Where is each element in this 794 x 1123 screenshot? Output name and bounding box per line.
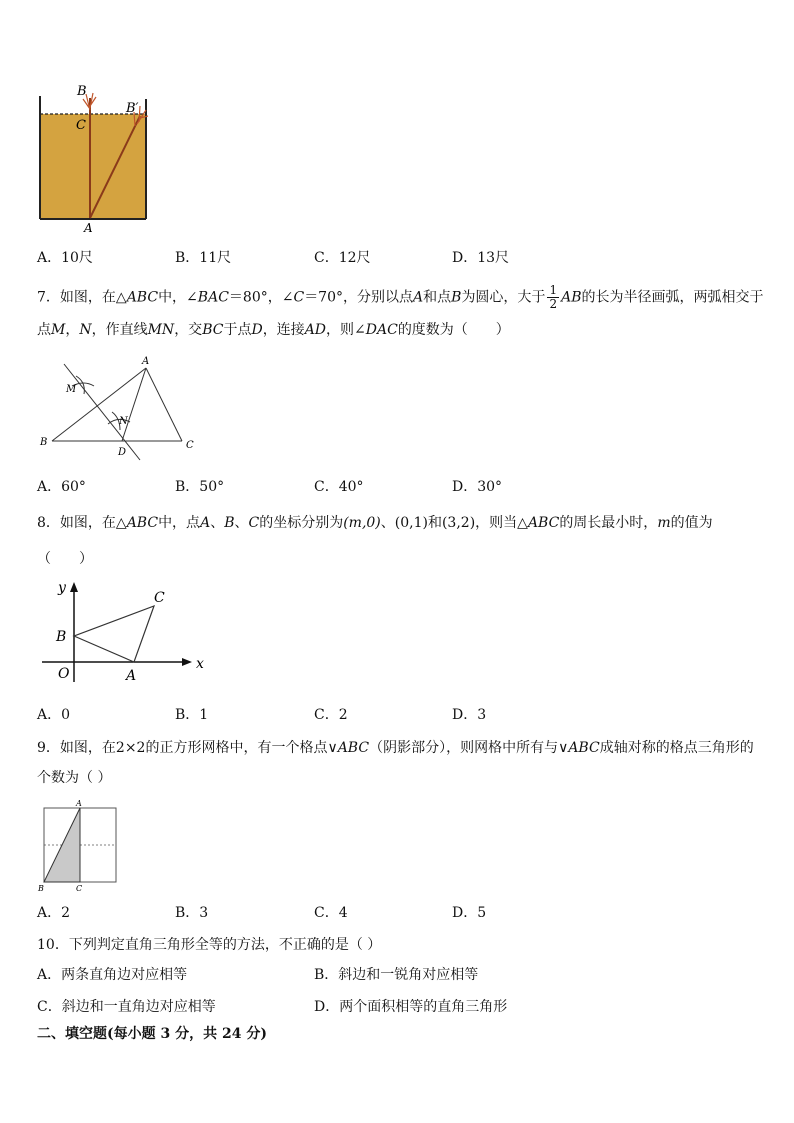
fig8-label-c: C xyxy=(154,590,165,606)
x-axis-arrow-icon xyxy=(182,658,192,666)
coordinate-triangle-figure xyxy=(38,574,213,686)
q6-option-b[interactable]: B．11尺 xyxy=(175,250,232,266)
half-fraction: $\frac{1}{2}$ xyxy=(549,283,558,311)
q7-option-c[interactable]: C．40° xyxy=(314,479,364,495)
q7-text-line1: 7．如图，在△ABC中，∠BAC＝80°，∠C＝70°，分别以点A和点B为圆心，大于 $\frac{1}{2}$ AB的长为半径画弧，两弧相交于 xyxy=(37,283,764,311)
segment-ac xyxy=(146,368,182,441)
fig7-label-b: B xyxy=(40,437,48,448)
q7-option-b[interactable]: B．50° xyxy=(175,479,225,495)
triangle-abc xyxy=(74,606,154,662)
q7-text-line2: 点M，N，作直线MN，交BC于点D，连接AD，则∠DAC的度数为（ ） xyxy=(37,322,510,338)
section-fill-in-heading: 二、填空题(每小题 3 分，共 24 分) xyxy=(37,1026,267,1042)
q8-option-a[interactable]: A．0 xyxy=(37,707,71,723)
fig7-label-a: A xyxy=(142,356,150,367)
q9-option-d[interactable]: D．5 xyxy=(452,905,487,921)
q7-option-d[interactable]: D．30° xyxy=(452,479,503,495)
q9-text-line1: 9．如图，在2×2的正方形网格中，有一个格点∨ABC（阴影部分），则网格中所有与∨ABC成轴对称的格点三角形的 xyxy=(37,740,754,756)
segment-ad xyxy=(122,368,146,441)
q9-option-b[interactable]: B．3 xyxy=(175,905,209,921)
fig7-label-d: D xyxy=(118,447,127,458)
fig6-label-a: A xyxy=(84,221,93,232)
fig8-label-o: O xyxy=(58,666,70,682)
fig9-label-c: C xyxy=(76,884,83,893)
y-axis-arrow-icon xyxy=(70,582,78,592)
fig8-label-b: B xyxy=(56,629,67,645)
q8-options xyxy=(37,705,757,725)
q6-option-a[interactable]: A．10尺 xyxy=(37,250,93,266)
q9-option-a[interactable]: A．2 xyxy=(37,905,71,921)
q10-options-row2 xyxy=(37,997,757,1017)
q8-option-d[interactable]: D．3 xyxy=(452,707,487,723)
segment-ab xyxy=(52,368,146,441)
q7-option-a[interactable]: A．60° xyxy=(37,479,86,495)
water-fill xyxy=(40,114,146,219)
q10-text: 10．下列判定直角三角形全等的方法，不正确的是（ ） xyxy=(37,937,382,953)
q8-option-c[interactable]: C．2 xyxy=(314,707,348,723)
q10-option-b[interactable]: B．斜边和一锐角对应相等 xyxy=(314,967,479,983)
q8-text-line1: 8．如图，在△ABC中，点A、B、C的坐标分别为(m,0)、(0,1)和(3,2)，则当△ABC的周长最小时，m的值为 xyxy=(37,515,713,531)
fig7-label-m: M xyxy=(66,384,77,395)
fig7-label-c: C xyxy=(186,440,194,451)
q7-options xyxy=(37,477,757,497)
fig7-label-n: N xyxy=(119,416,128,427)
q9-option-c[interactable]: C．4 xyxy=(314,905,348,921)
reed-pond-figure xyxy=(36,82,154,232)
grid-triangle-figure xyxy=(36,800,122,894)
fig8-label-a: A xyxy=(126,668,137,684)
fig6-label-b: B xyxy=(77,84,87,99)
q10-options-row1 xyxy=(37,965,757,985)
q6-options xyxy=(37,248,757,268)
line-mn xyxy=(64,364,140,460)
fig8-label-x: x xyxy=(196,656,204,672)
fig9-label-a: A xyxy=(76,800,82,808)
q10-option-a[interactable]: A．两条直角边对应相等 xyxy=(37,967,188,983)
q8-option-b[interactable]: B．1 xyxy=(175,707,209,723)
fig9-label-b: B xyxy=(38,884,44,893)
q9-options xyxy=(37,903,757,923)
fig8-label-y: y xyxy=(58,580,66,596)
q6-option-d[interactable]: D．13尺 xyxy=(452,250,510,266)
fig6-label-c: C xyxy=(76,118,86,133)
fig6-label-bprime: B′ xyxy=(126,101,139,116)
q6-option-c[interactable]: C．12尺 xyxy=(314,250,371,266)
q8-text-line2: （ ） xyxy=(37,551,93,567)
q10-option-d[interactable]: D．两个面积相等的直角三角形 xyxy=(314,999,508,1015)
triangle-perpendicular-bisector-figure xyxy=(36,352,206,464)
q9-text-line2: 个数为（ ） xyxy=(37,770,112,786)
q10-option-c[interactable]: C．斜边和一直角边对应相等 xyxy=(37,999,216,1015)
